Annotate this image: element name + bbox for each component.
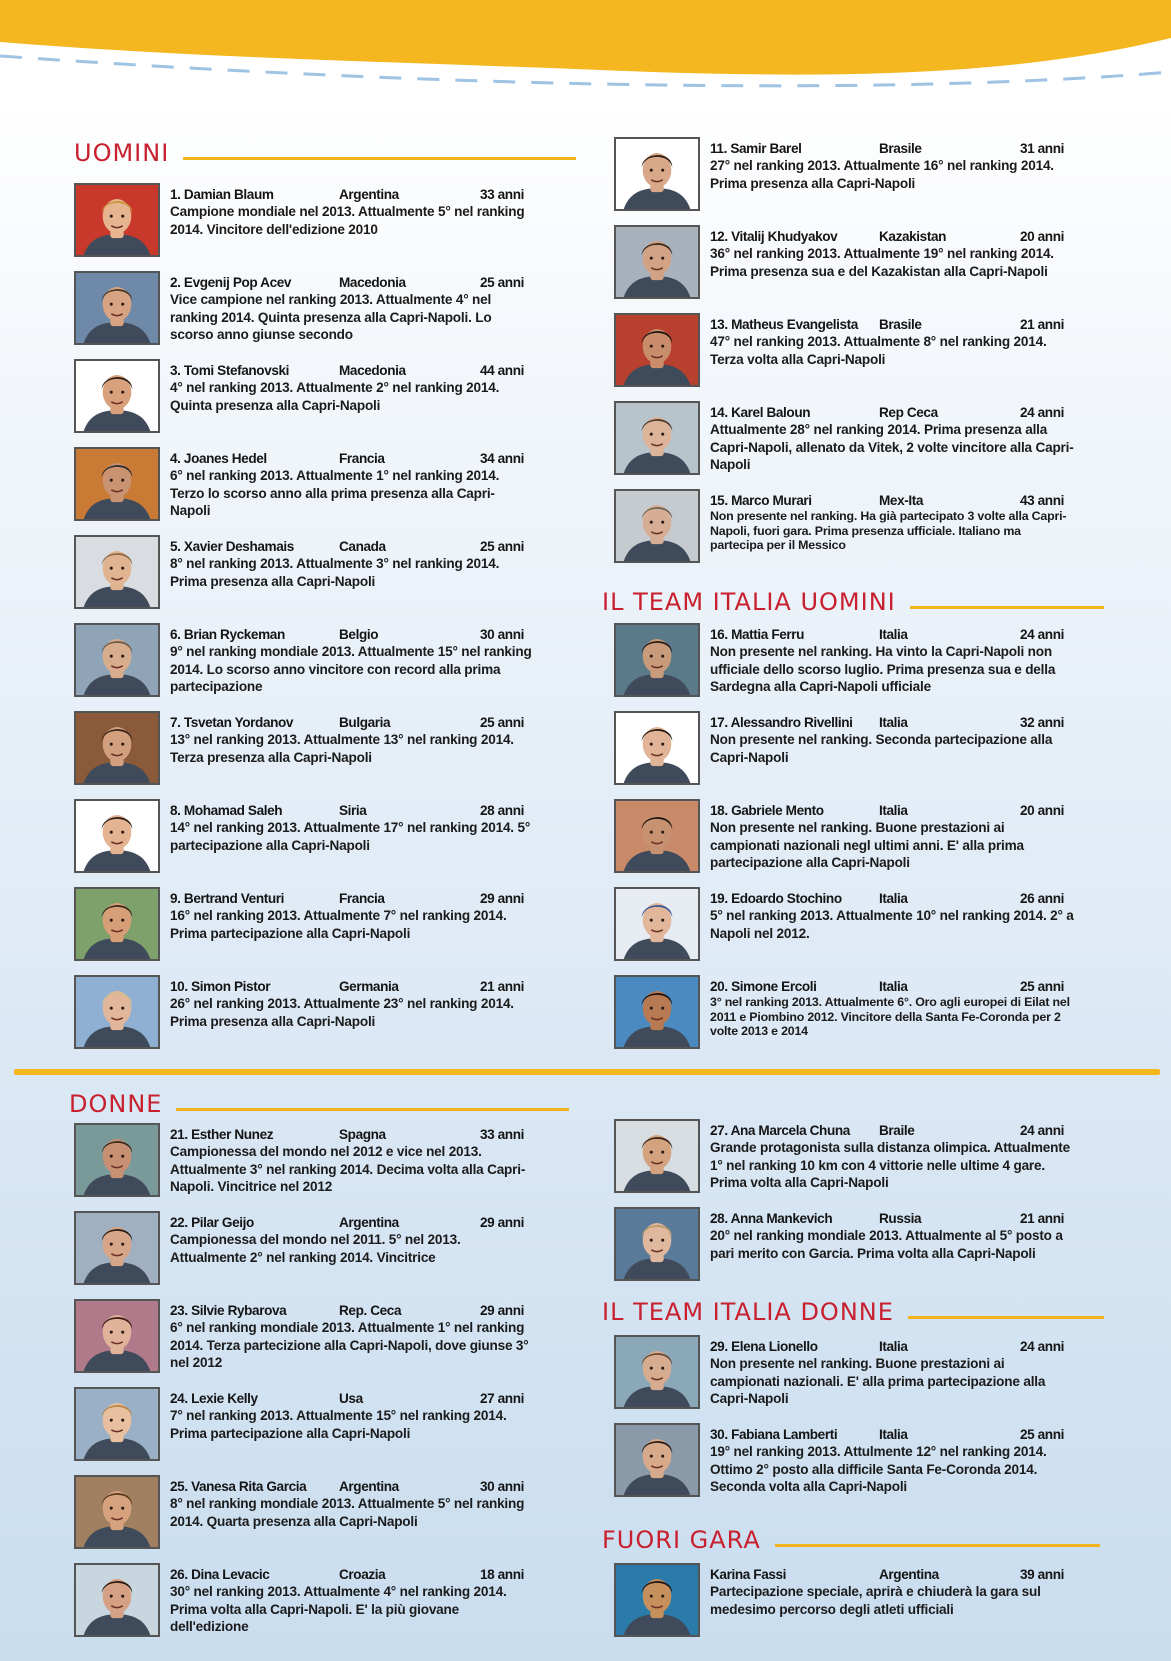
athlete-description: Campionessa del mondo nel 2012 e vice nel 2013. Attualmente 3° nel ranking 2014. Decima volta alla Capri-Napoli. Vincitrice nel 2012 <box>170 1144 526 1194</box>
athlete-card <box>74 447 534 525</box>
section-divider <box>14 1069 1160 1075</box>
athlete-description: Grande protagonista sulla distanza olimpica. Attualmente 1° nel ranking 10 km con 4 vittorie nelle ultime 4 gare. Prima volta alla Capri-Napoli <box>710 1140 1070 1190</box>
athlete-photo <box>614 489 700 563</box>
athlete-country: Croazia <box>339 1567 386 1582</box>
athlete-age: 25 anni <box>479 539 524 554</box>
athlete-photo <box>614 313 700 387</box>
athlete-card <box>74 1475 534 1553</box>
athlete-description: Campionessa del mondo nel 2011. 5° nel 2013. Attualmente 2° nel ranking 2014. Vincitrice <box>170 1232 461 1265</box>
athlete-card <box>614 1207 1074 1285</box>
athlete-name: 3. Tomi Stefanovski <box>170 363 290 378</box>
athlete-age: 39 anni <box>1019 1567 1064 1582</box>
athlete-card <box>74 359 534 437</box>
athlete-photo <box>614 623 700 697</box>
athlete-card <box>74 1123 534 1201</box>
athlete-country: Spagna <box>339 1127 386 1142</box>
athlete-country: Russia <box>879 1211 922 1226</box>
athlete-photo <box>74 1563 160 1637</box>
athlete-age: 21 anni <box>1019 1211 1064 1226</box>
athlete-country: Argentina <box>879 1567 939 1582</box>
athlete-age: 27 anni <box>479 1391 524 1406</box>
athlete-card <box>74 711 534 789</box>
section-heading-fuori-gara: FUORI GARA <box>602 1527 1100 1553</box>
athlete-photo <box>74 975 160 1049</box>
athlete-age: 24 anni <box>1019 627 1064 642</box>
athlete-description: 4° nel ranking 2013. Attualmente 2° nel ranking 2014. Quinta presenza alla Capri-Napoli <box>170 380 500 413</box>
athlete-description: Non presente nel ranking. Seconda partecipazione alla Capri-Napoli <box>710 732 1053 765</box>
section-heading-uomini: UOMINI <box>74 140 576 166</box>
athlete-card <box>614 313 1074 391</box>
athlete-card <box>614 401 1074 479</box>
athlete-description: Campione mondiale nel 2013. Attualmente 5° nel ranking 2014. Vincitore dell'edizione 2010 <box>170 204 525 237</box>
athlete-card <box>74 623 534 701</box>
athlete-age: 26 anni <box>1019 891 1064 906</box>
athlete-description: 19° nel ranking 2013. Attulmente 12° nel ranking 2014. Ottimo 2° posto alla difficile Santa Fe-Coronda 2014. Seconda volta alla Capri-Napoli <box>710 1444 1047 1494</box>
athlete-age: 29 anni <box>479 1215 524 1230</box>
athlete-card <box>74 1299 534 1377</box>
athlete-photo <box>74 887 160 961</box>
athlete-card <box>74 799 534 877</box>
athlete-country: Brasile <box>879 141 922 156</box>
athlete-photo <box>74 183 160 257</box>
athlete-country: Macedonia <box>339 363 406 378</box>
athlete-photo <box>74 447 160 521</box>
athlete-description: 30° nel ranking 2013. Attualmente 4° nel ranking 2014. Prima volta alla Capri-Napoli. E' la più giovane dell'edizione <box>170 1584 507 1634</box>
athlete-description: 6° nel ranking mondiale 2013. Attualmente 1° nel ranking 2014. Terza partecizione alla Capri-Napoli, dove giunse 3° nel 2012 <box>170 1320 529 1370</box>
athlete-description: 16° nel ranking 2013. Attualmente 7° nel ranking 2014. Prima partecipazione alla Capri-Napoli <box>170 908 507 941</box>
athlete-description: 9° nel ranking mondiale 2013. Attualmente 15° nel ranking 2014. Lo scorso anno vincitore con record alla prima partecipazione <box>170 644 532 694</box>
athlete-country: Germania <box>339 979 399 994</box>
athlete-card <box>74 1563 534 1641</box>
athlete-country: Mex-Ita <box>879 493 924 508</box>
athlete-description: Non presente nel ranking. Ha già partecipato 3 volte alla Capri-Napoli, fuori gara. Prima presenza ufficiale. Italiano ma partecipa per il Messico <box>710 509 1067 552</box>
athlete-card <box>614 711 1074 789</box>
athlete-country: Siria <box>339 803 367 818</box>
athlete-age: 43 anni <box>1019 493 1064 508</box>
athlete-age: 28 anni <box>479 803 524 818</box>
athlete-photo <box>614 1207 700 1281</box>
athlete-photo <box>614 799 700 873</box>
athlete-country: Italia <box>879 803 908 818</box>
athlete-photo <box>74 799 160 873</box>
athlete-name: 22. Pilar Geijo <box>170 1215 254 1230</box>
athlete-country: Francia <box>339 451 385 466</box>
athlete-age: 33 anni <box>479 1127 524 1142</box>
athlete-card <box>74 975 534 1053</box>
athlete-country: Italia <box>879 627 908 642</box>
athlete-card <box>614 1119 1074 1197</box>
athlete-description: 7° nel ranking 2013. Attualmente 15° nel ranking 2014. Prima partecipazione alla Capri-Napoli <box>170 1408 507 1441</box>
athlete-country: Argentina <box>339 187 399 202</box>
athlete-age: 24 anni <box>1019 405 1064 420</box>
athlete-country: Canada <box>339 539 386 554</box>
athlete-country: Italia <box>879 715 908 730</box>
athlete-name: 11. Samir Barel <box>710 141 802 156</box>
athlete-country: Usa <box>339 1391 363 1406</box>
athlete-name: 1. Damian Blaum <box>170 187 274 202</box>
athlete-description: Vice campione nel ranking 2013. Attualmente 4° nel ranking 2014. Quinta presenza alla Capri-Napoli. Lo scorso anno giunse secondo <box>170 292 492 342</box>
athlete-description: 47° nel ranking 2013. Attualmente 8° nel ranking 2014. Terza volta alla Capri-Napoli <box>710 334 1047 367</box>
athlete-card <box>74 1211 534 1289</box>
athlete-name: 25. Vanesa Rita Garcia <box>170 1479 307 1494</box>
athlete-age: 29 anni <box>479 891 524 906</box>
athlete-photo <box>614 137 700 211</box>
athlete-name: 8. Mohamad Saleh <box>170 803 283 818</box>
athlete-card <box>614 975 1074 1053</box>
athlete-name: 2. Evgenij Pop Acev <box>170 275 292 290</box>
athlete-photo <box>74 359 160 433</box>
athlete-name: 17. Alessandro Rivellini <box>710 715 853 730</box>
athlete-photo <box>74 1475 160 1549</box>
athlete-age: 30 anni <box>479 627 524 642</box>
athlete-name: 30. Fabiana Lamberti <box>710 1427 838 1442</box>
athlete-country: Italia <box>879 1339 908 1354</box>
athlete-name: 16. Mattia Ferru <box>710 627 805 642</box>
athlete-photo <box>614 887 700 961</box>
athlete-age: 34 anni <box>479 451 524 466</box>
athlete-name: 14. Karel Baloun <box>710 405 811 420</box>
athlete-card <box>614 887 1074 965</box>
athlete-age: 33 anni <box>479 187 524 202</box>
athlete-card <box>74 1387 534 1465</box>
athlete-description: Non presente nel ranking. Buone prestazioni ai campionati nazionali. E' alla prima partecipazione alla Capri-Napoli <box>710 1356 1046 1406</box>
athlete-photo <box>74 535 160 609</box>
athlete-country: Italia <box>879 979 908 994</box>
athlete-description: 3° nel ranking 2013. Attualmente 6°. Oro agli europei di Eilat nel 2011 e Piombino 2012. Vincitore della Santa Fe-Coronda per 2 volte 2013 e 2014 <box>710 995 1070 1038</box>
athlete-photo <box>614 1119 700 1193</box>
athlete-age: 25 anni <box>1019 1427 1064 1442</box>
athlete-photo <box>614 975 700 1049</box>
athlete-name: 19. Edoardo Stochino <box>710 891 842 906</box>
athlete-country: Macedonia <box>339 275 406 290</box>
athlete-description: 14° nel ranking 2013. Attualmente 17° nel ranking 2014. 5° partecipazione alla Capri-Napoli <box>170 820 531 853</box>
athlete-name: 4. Joanes Hedel <box>170 451 267 466</box>
athlete-description: 20° nel ranking mondiale 2013. Attualmente al 5° posto a pari merito con Garcia. Prima volta alla Capri-Napoli <box>710 1228 1063 1261</box>
athlete-photo <box>614 1335 700 1409</box>
athlete-card <box>614 489 1074 567</box>
athlete-name: 27. Ana Marcela Chuna <box>710 1123 850 1138</box>
athlete-photo <box>74 1387 160 1461</box>
athlete-age: 44 anni <box>479 363 524 378</box>
athlete-photo <box>74 1123 160 1197</box>
athlete-card <box>614 1423 1074 1501</box>
athlete-country: Argentina <box>339 1479 399 1494</box>
athlete-name: 7. Tsvetan Yordanov <box>170 715 294 730</box>
athlete-country: Rep Ceca <box>879 405 938 420</box>
athlete-age: 24 anni <box>1019 1339 1064 1354</box>
athlete-age: 31 anni <box>1019 141 1064 156</box>
athlete-name: 21. Esther Nunez <box>170 1127 274 1142</box>
athlete-card <box>614 1335 1074 1413</box>
section-heading-team-italia-donne: IL TEAM ITALIA DONNE <box>602 1299 1104 1325</box>
athlete-age: 18 anni <box>479 1567 524 1582</box>
athlete-age: 20 anni <box>1019 229 1064 244</box>
athlete-age: 25 anni <box>479 275 524 290</box>
athlete-name: 15. Marco Murari <box>710 493 812 508</box>
athlete-name: 26. Dina Levacic <box>170 1567 270 1582</box>
athlete-country: Braile <box>879 1123 915 1138</box>
athlete-age: 25 anni <box>1019 979 1064 994</box>
athlete-country: Bulgaria <box>339 715 391 730</box>
athlete-photo <box>74 623 160 697</box>
athlete-card <box>614 623 1074 701</box>
athlete-photo <box>74 711 160 785</box>
athlete-age: 30 anni <box>479 1479 524 1494</box>
athlete-photo <box>74 271 160 345</box>
athlete-name: 5. Xavier Deshamais <box>170 539 294 554</box>
athlete-description: 27° nel ranking 2013. Attualmente 16° nel ranking 2014. Prima presenza alla Capri-Napoli <box>710 158 1054 191</box>
athlete-country: Belgio <box>339 627 379 642</box>
athlete-name: 23. Silvie Rybarova <box>170 1303 287 1318</box>
athlete-age: 20 anni <box>1019 803 1064 818</box>
athlete-name: 10. Simon Pistor <box>170 979 271 994</box>
athlete-photo <box>614 1563 700 1637</box>
athlete-description: 8° nel ranking mondiale 2013. Attualmente 5° nel ranking 2014. Quarta presenza alla Capri-Napoli <box>170 1496 525 1529</box>
athlete-photo <box>614 401 700 475</box>
athlete-name: 28. Anna Mankevich <box>710 1211 833 1226</box>
athlete-description: Partecipazione speciale, aprirà e chiuderà la gara sul medesimo percorso degli atleti ufficiali <box>710 1584 1041 1617</box>
athlete-card <box>74 887 534 965</box>
athlete-photo <box>614 1423 700 1497</box>
athlete-name: 13. Matheus Evangelista <box>710 317 858 332</box>
athlete-photo <box>614 711 700 785</box>
athlete-country: Kazakistan <box>879 229 947 244</box>
athlete-card <box>614 799 1074 877</box>
athlete-country: Rep. Ceca <box>339 1303 402 1318</box>
athlete-photo <box>74 1211 160 1285</box>
athlete-description: 5° nel ranking 2013. Attualmente 10° nel ranking 2014. 2° a Napoli nel 2012. <box>710 908 1074 941</box>
athlete-country: Brasile <box>879 317 922 332</box>
athlete-age: 32 anni <box>1019 715 1064 730</box>
athlete-age: 25 anni <box>479 715 524 730</box>
athlete-age: 21 anni <box>479 979 524 994</box>
athlete-photo <box>614 225 700 299</box>
athlete-name: Karina Fassi <box>710 1567 787 1582</box>
athlete-country: Argentina <box>339 1215 399 1230</box>
athlete-name: 9. Bertrand Venturi <box>170 891 285 906</box>
athlete-card <box>74 535 534 613</box>
athlete-age: 29 anni <box>479 1303 524 1318</box>
athlete-card <box>614 225 1074 303</box>
section-heading-team-italia-uomini: IL TEAM ITALIA UOMINI <box>602 589 1104 615</box>
top-wave-decoration <box>0 0 1171 110</box>
athlete-country: Francia <box>339 891 385 906</box>
athlete-description: Non presente nel ranking. Ha vinto la Capri-Napoli non ufficiale dello scorso luglio. Prima presenza sua e della Sardegna alla Capri-Napoli ufficiale <box>710 644 1056 694</box>
athlete-description: 6° nel ranking 2013. Attualmente 1° nel ranking 2014. Terzo lo scorso anno alla prima presenza alla Capri-Napoli <box>170 468 500 518</box>
athlete-photo <box>74 1299 160 1373</box>
athlete-description: 13° nel ranking 2013. Attualmente 13° nel ranking 2014. Terza presenza alla Capri-Napoli <box>170 732 514 765</box>
athlete-description: 8° nel ranking 2013. Attualmente 3° nel ranking 2014. Prima presenza alla Capri-Napoli <box>170 556 500 589</box>
athlete-card <box>614 137 1074 215</box>
athlete-age: 24 anni <box>1019 1123 1064 1138</box>
athlete-name: 24. Lexie Kelly <box>170 1391 258 1406</box>
athlete-description: 36° nel ranking 2013. Attualmente 19° nel ranking 2014. Prima presenza sua e del Kazakistan alla Capri-Napoli <box>710 246 1054 279</box>
athlete-country: Italia <box>879 1427 908 1442</box>
athlete-country: Italia <box>879 891 908 906</box>
athlete-card <box>614 1563 1074 1641</box>
section-heading-donne: DONNE <box>69 1091 569 1117</box>
athlete-description: 26° nel ranking 2013. Attualmente 23° nel ranking 2014. Prima presenza alla Capri-Napoli <box>170 996 514 1029</box>
athlete-name: 20. Simone Ercoli <box>710 979 817 994</box>
athlete-description: Attualmente 28° nel ranking 2014. Prima presenza alla Capri-Napoli, allenato da Vitek, 2 volte vincitore alla Capri-Napoli <box>710 422 1074 472</box>
athlete-description: Non presente nel ranking. Buone prestazioni ai campionati nazionali negl ultimi anni. E' alla prima partecipazione alla Capri-Napoli <box>710 820 1024 870</box>
athlete-name: 6. Brian Ryckeman <box>170 627 285 642</box>
athlete-name: 12. Vitalij Khudyakov <box>710 229 838 244</box>
athlete-name: 29. Elena Lionello <box>710 1339 818 1354</box>
athlete-card <box>74 271 534 349</box>
athlete-card <box>74 183 534 261</box>
athlete-name: 18. Gabriele Mento <box>710 803 824 818</box>
athlete-age: 21 anni <box>1019 317 1064 332</box>
